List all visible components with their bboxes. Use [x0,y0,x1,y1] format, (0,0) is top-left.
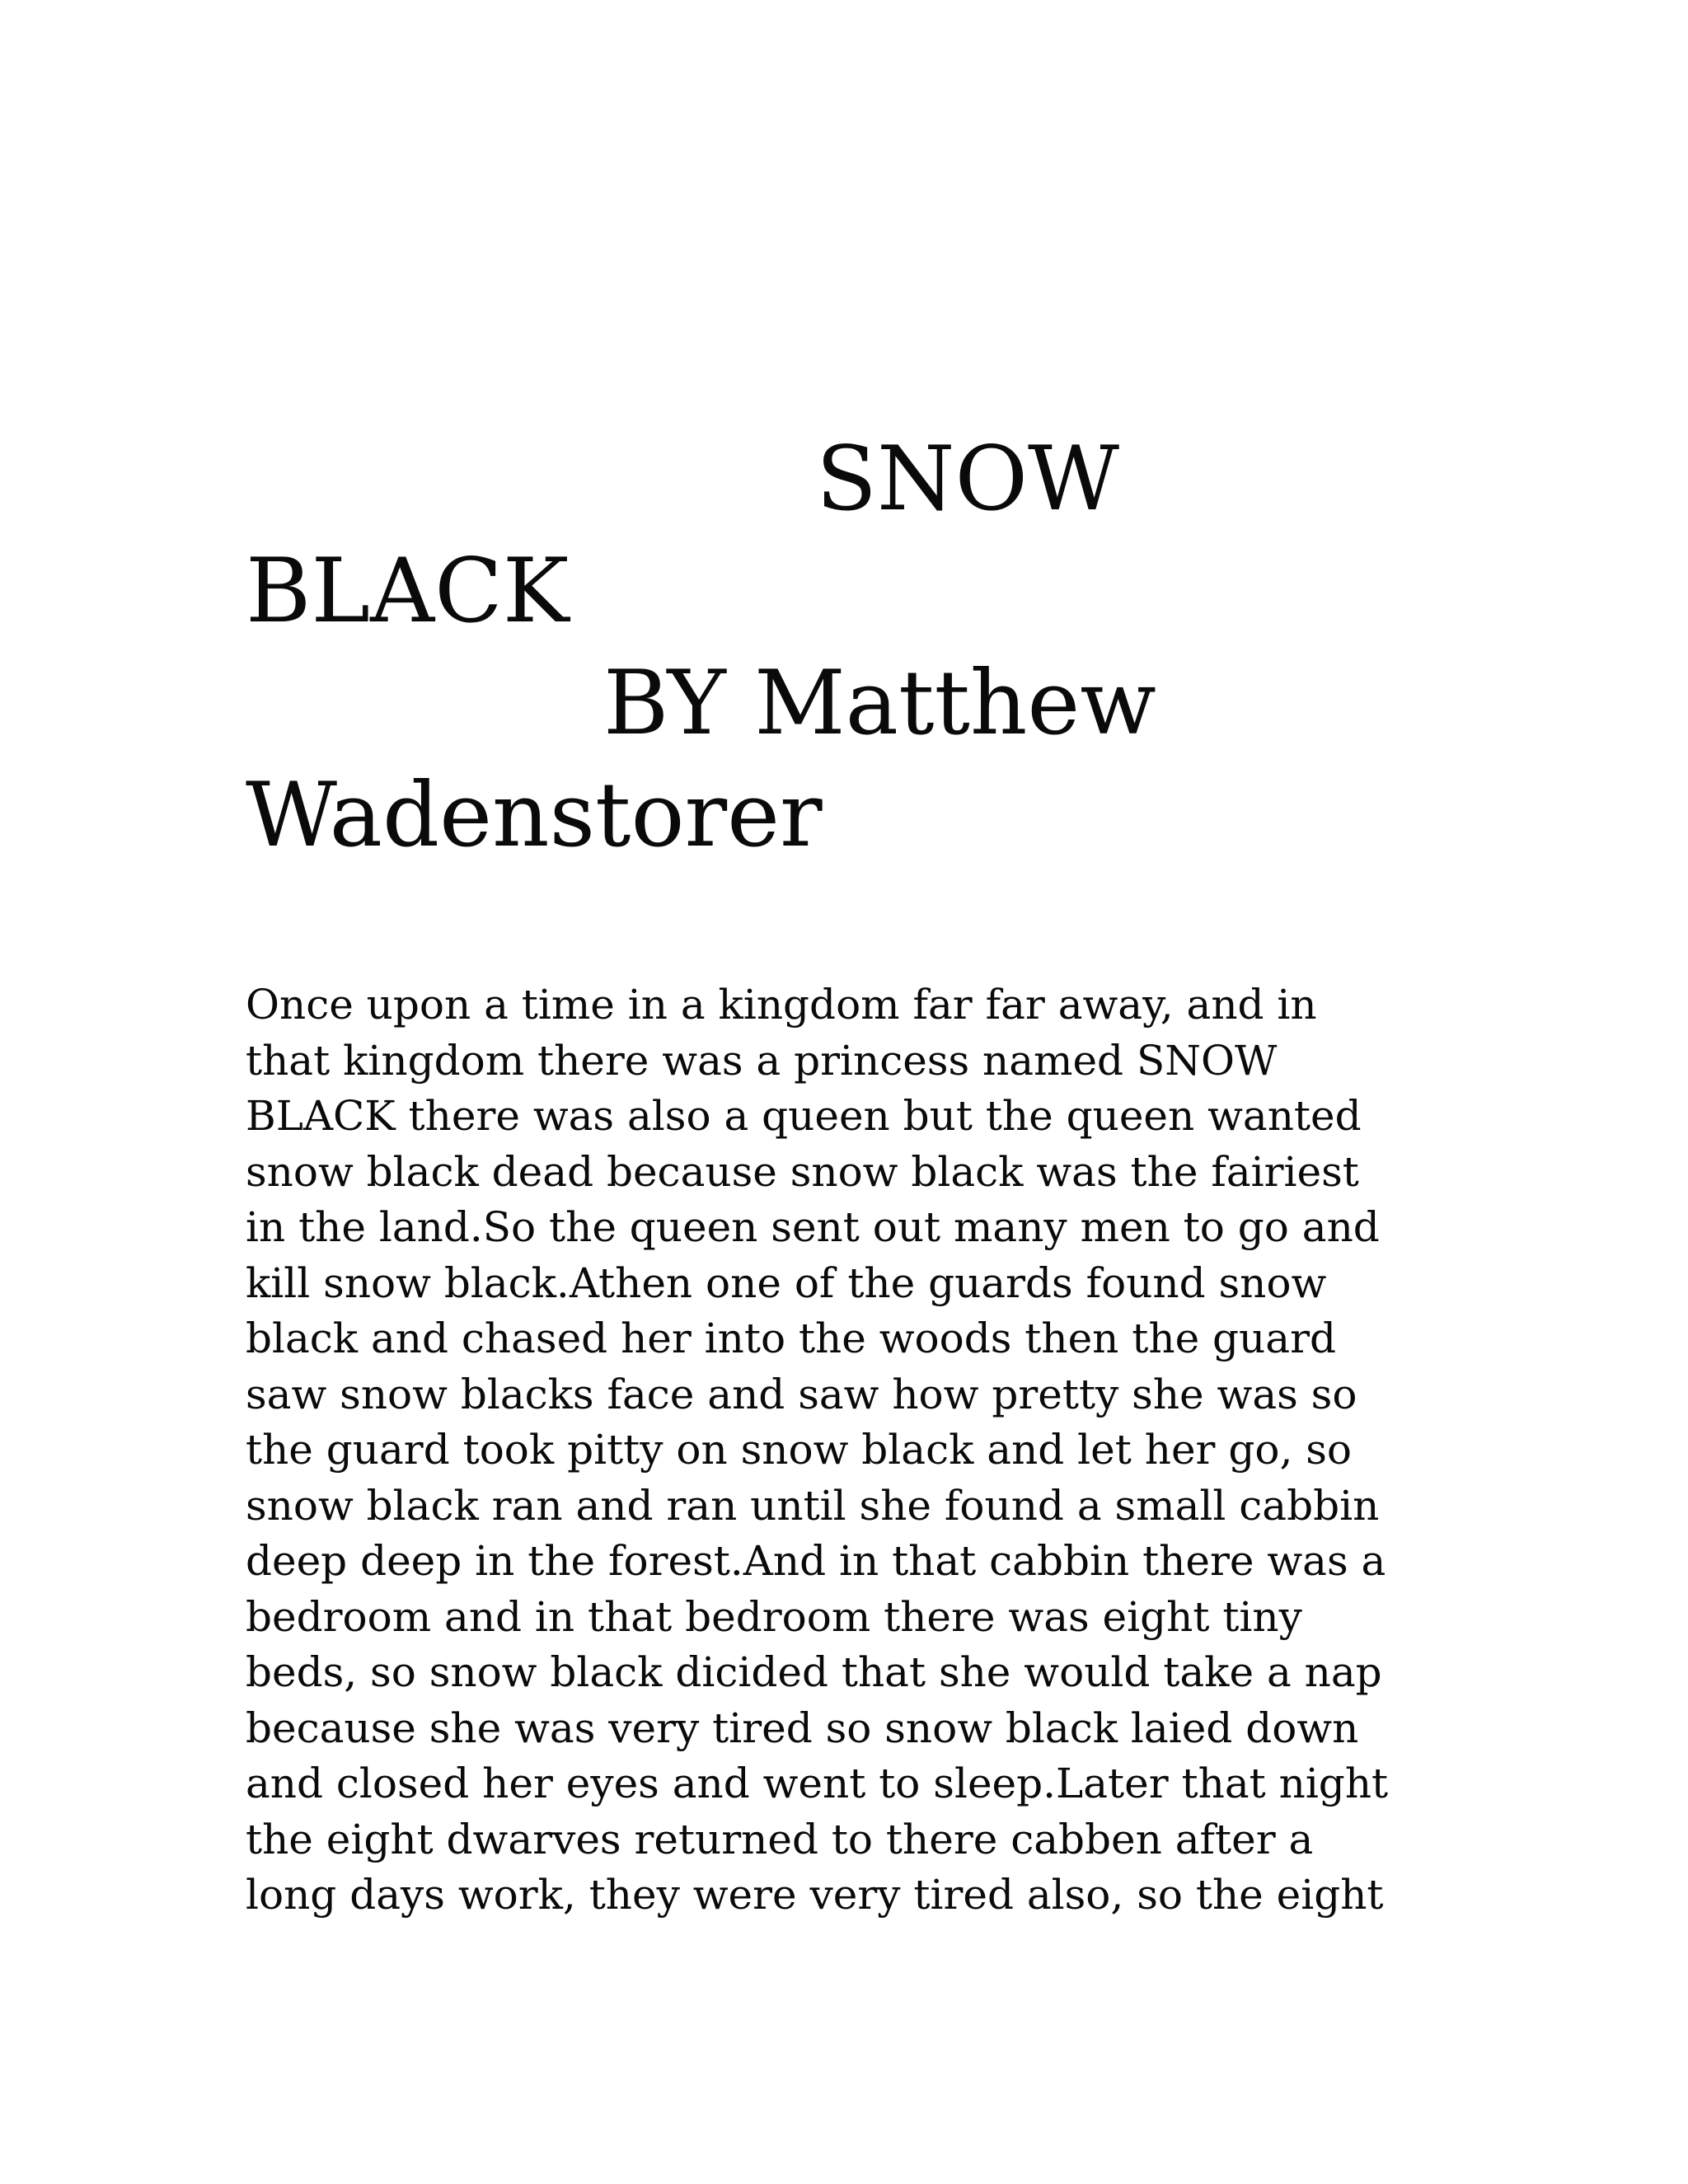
body-line: Once upon a time in a kingdom far far away, and in [246,981,1317,1029]
body-line: BLACK there was also a queen but the queen wanted [246,1092,1362,1140]
title-line-1: SNOW [816,428,1120,531]
body-line: beds, so snow black dicided that she would take a nap [246,1648,1382,1696]
body-line: black and chased her into the woods then the guard [246,1315,1336,1362]
body-line: in the land.So the queen sent out many men to go and [246,1203,1380,1251]
body-line: kill snow black.Athen one of the guards found snow [246,1258,1327,1307]
story-paragraph [246,977,1432,1924]
body-line: and closed her eyes and went to sleep.Later that night [246,1760,1389,1807]
byline-line-2: Wadenstorer [246,764,823,867]
body-line: bedroom and in that bedroom there was eight tiny [246,1592,1302,1641]
body-line: snow black ran and ran until she found a small cabbin [246,1481,1380,1530]
body-line: the eight dwarves returned to there cabben after a [246,1815,1314,1863]
body-line: saw snow blacks face and saw how pretty she was so [246,1370,1357,1418]
body-line: deep deep in the forest.And in that cabbin there was a [246,1537,1386,1585]
body-line: the guard took pitty on snow black and let her go, so [246,1426,1352,1474]
title-line-2: BLACK [246,540,570,643]
body-line: that kingdom there was a princess named SNOW [246,1036,1278,1085]
body-line: snow black dead because snow black was the fairiest [246,1147,1359,1196]
body-line: because she was very tired so snow black laied down [246,1704,1359,1752]
byline-line-1: BY Matthew [603,652,1156,755]
body-line: long days work, they were very tired also, so the eight [246,1871,1384,1919]
